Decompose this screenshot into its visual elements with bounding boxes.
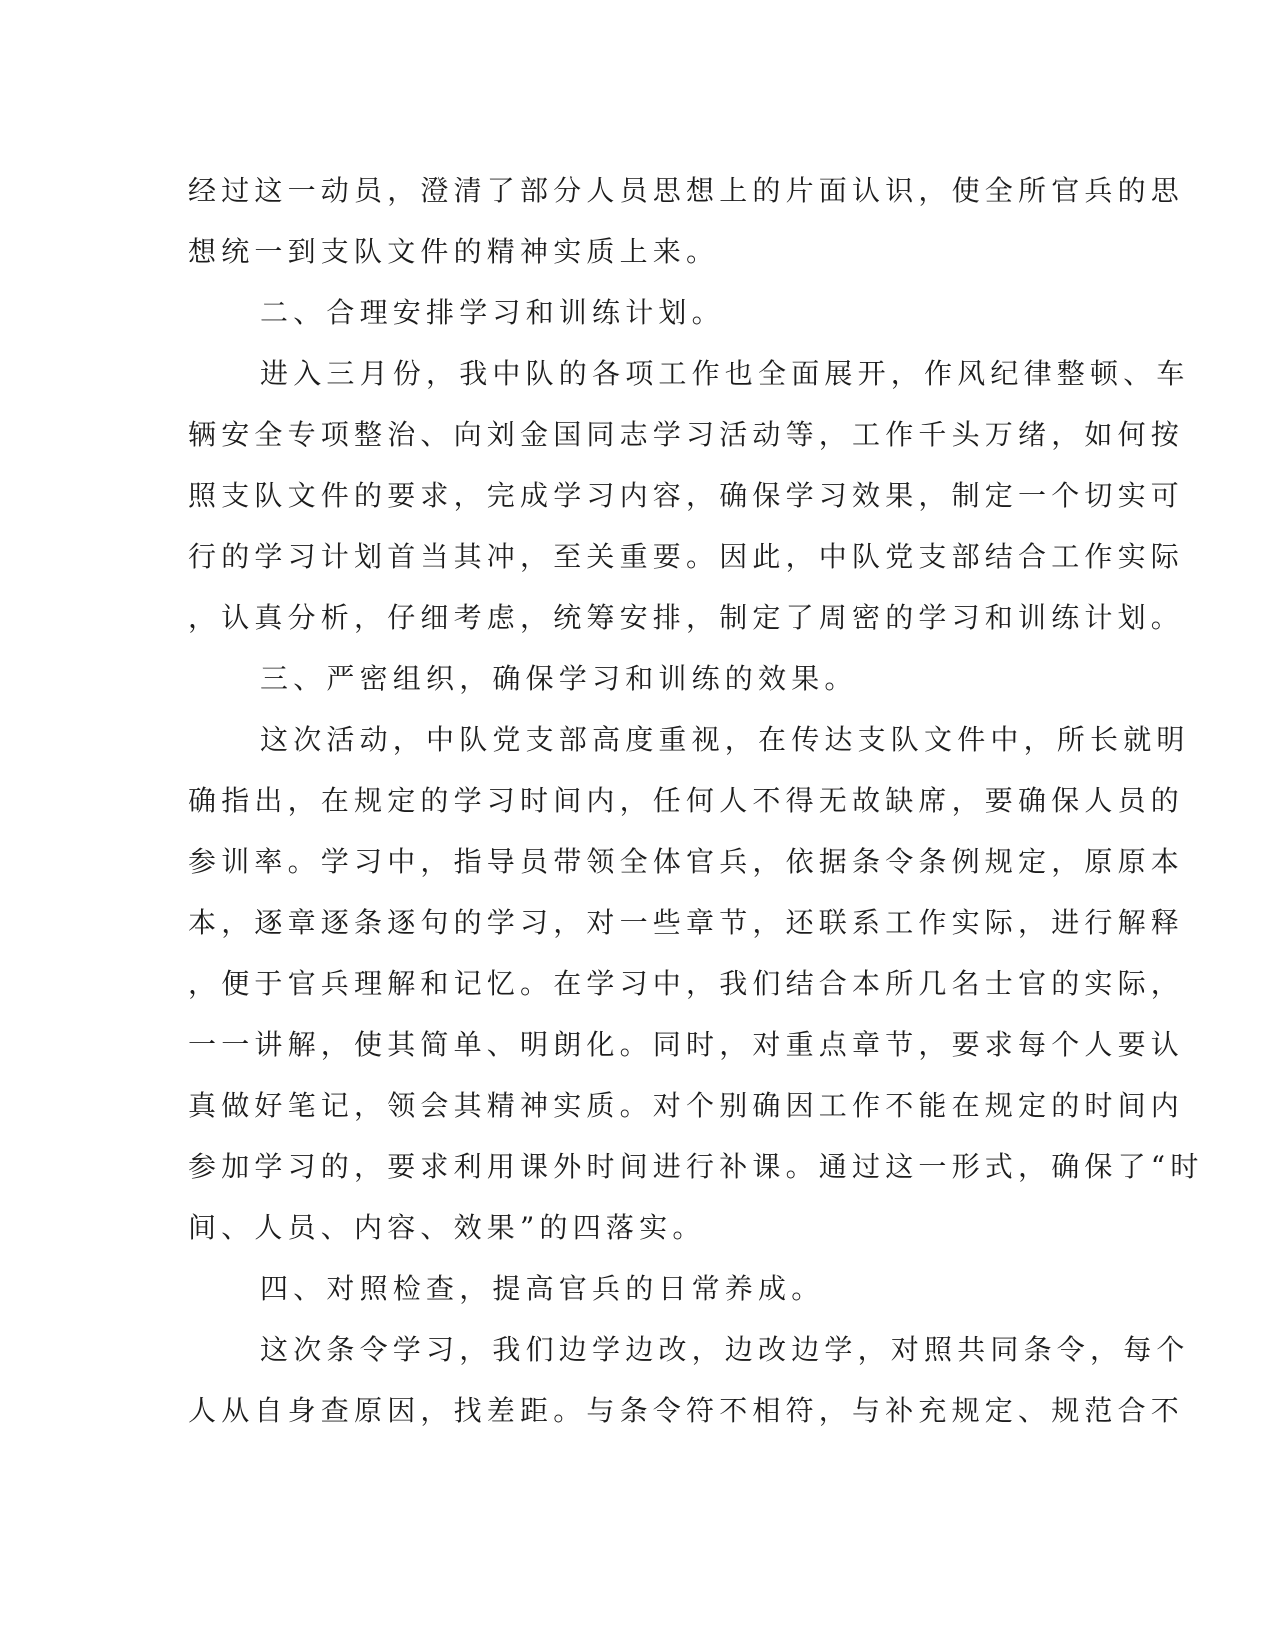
text-line: ，便于官兵理解和记忆。在学习中，我们结合本所几名士官的实际， (188, 967, 1185, 1000)
text-line: 辆安全专项整治、向刘金国同志学习活动等，工作千头万绪，如何按 (188, 418, 1185, 451)
paragraph-start-line: 四、对照检查，提高官兵的日常养成。 (260, 1272, 825, 1305)
paragraph-start-line: 二、合理安排学习和训练计划。 (260, 296, 725, 329)
text-line: 照支队文件的要求，完成学习内容，确保学习效果，制定一个切实可 (188, 479, 1185, 512)
text-line: 行的学习计划首当其冲，至关重要。因此，中队党支部结合工作实际 (188, 540, 1185, 573)
text-line: ，认真分析，仔细考虑，统筹安排，制定了周密的学习和训练计划。 (188, 601, 1185, 634)
paragraph-start-line: 三、严密组织，确保学习和训练的效果。 (260, 662, 858, 695)
paragraph-start-line: 这次活动，中队党支部高度重视，在传达支队文件中，所长就明 (260, 723, 1190, 756)
text-line: 本，逐章逐条逐句的学习，对一些章节，还联系工作实际，进行解释 (188, 906, 1185, 939)
text-line: 想统一到支队文件的精神实质上来。 (188, 235, 720, 268)
text-line: 经过这一动员，澄清了部分人员思想上的片面认识，使全所官兵的思 (188, 174, 1185, 207)
text-line: 真做好笔记，领会其精神实质。对个别确因工作不能在规定的时间内 (188, 1089, 1185, 1122)
text-line: 间、人员、内容、效果”的四落实。 (188, 1211, 706, 1244)
text-line: 参加学习的，要求利用课外时间进行补课。通过这一形式，确保了“时 (188, 1150, 1204, 1183)
paragraph-start-line: 进入三月份，我中队的各项工作也全面展开，作风纪律整顿、车 (260, 357, 1190, 390)
text-line: 参训率。学习中，指导员带领全体官兵，依据条令条例规定，原原本 (188, 845, 1185, 878)
text-line: 人从自身查原因，找差距。与条令符不相符，与补充规定、规范合不 (188, 1394, 1185, 1427)
text-line: 确指出，在规定的学习时间内，任何人不得无故缺席，要确保人员的 (188, 784, 1185, 817)
document-body (188, 160, 1204, 1441)
paragraph-start-line: 这次条令学习，我们边学边改，边改边学，对照共同条令，每个 (260, 1333, 1190, 1366)
text-line: 一一讲解，使其简单、明朗化。同时，对重点章节，要求每个人要认 (188, 1028, 1185, 1061)
